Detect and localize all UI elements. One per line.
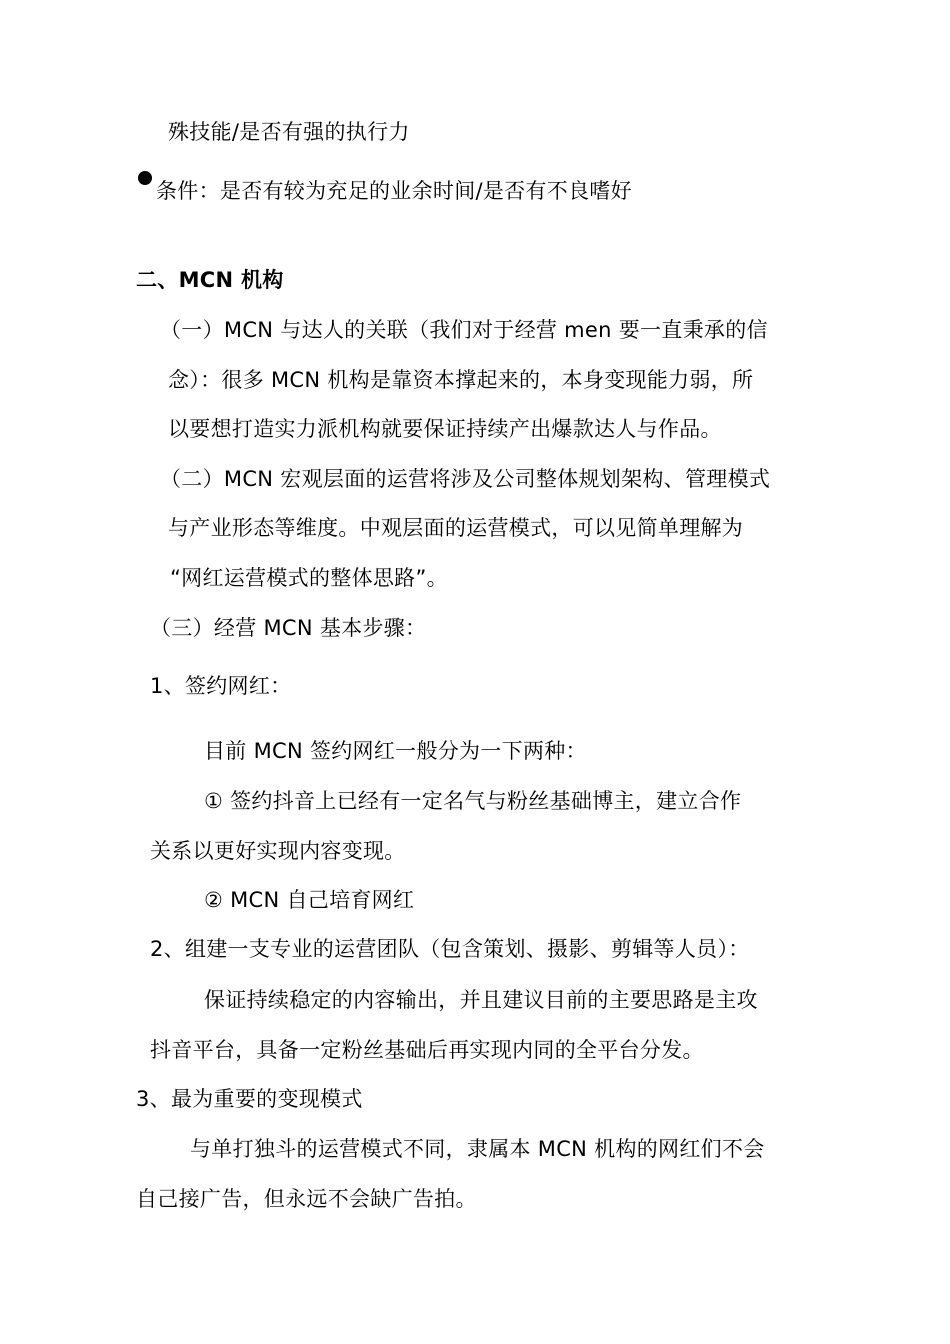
text-line: “网红运营模式的整体思路”。 [170, 566, 448, 590]
text-line: 自己接广告，但永远不会缺广告拍。 [136, 1187, 477, 1211]
text-line: 3、最为重要的变现模式 [136, 1087, 363, 1111]
text-line: 与单打独斗的运营模式不同，隶属本 MCN 机构的网红们不会 [190, 1137, 765, 1161]
text-line: ② MCN 自己培育网红 [204, 888, 415, 912]
section-heading: 二、MCN 机构 [136, 268, 284, 292]
text-line: 保证持续稳定的内容输出，并且建议目前的主要思路是主攻 [204, 988, 758, 1012]
text-line: ① 签约抖音上已经有一定名气与粉丝基础博主，建立合作 [204, 789, 742, 813]
text-line: 条件：是否有较为充足的业余时间/是否有不良嗜好 [156, 179, 632, 203]
text-line: 2、组建一支专业的运营团队（包含策划、摄影、剪辑等人员）： [150, 937, 750, 961]
text-line: （一）MCN 与达人的关联（我们对于经营 men 要一直秉承的信 [160, 318, 768, 342]
text-line: 关系以更好实现内容变现。 [150, 839, 406, 863]
text-line: 殊技能/是否有强的执行力 [168, 120, 410, 144]
text-line: 1、签约网红： [150, 674, 292, 698]
text-line: 以要想打造实力派机构就要保证持续产出爆款达人与作品。 [168, 417, 722, 441]
text-line: 抖音平台，具备一定粉丝基础后再实现内同的全平台分发。 [150, 1038, 704, 1062]
text-line: 与产业形态等维度。中观层面的运营模式，可以见简单理解为 [168, 516, 744, 540]
text-line: 念）：很多 MCN 机构是靠资本撑起来的，本身变现能力弱，所 [168, 368, 754, 392]
text-line: （二）MCN 宏观层面的运营将涉及公司整体规划架构、管理模式 [160, 467, 771, 491]
bullet-dot-icon [138, 171, 152, 185]
text-line: （三）经营 MCN 基本步骤： [150, 616, 427, 640]
text-line: 目前 MCN 签约网红一般分为一下两种： [204, 739, 587, 763]
